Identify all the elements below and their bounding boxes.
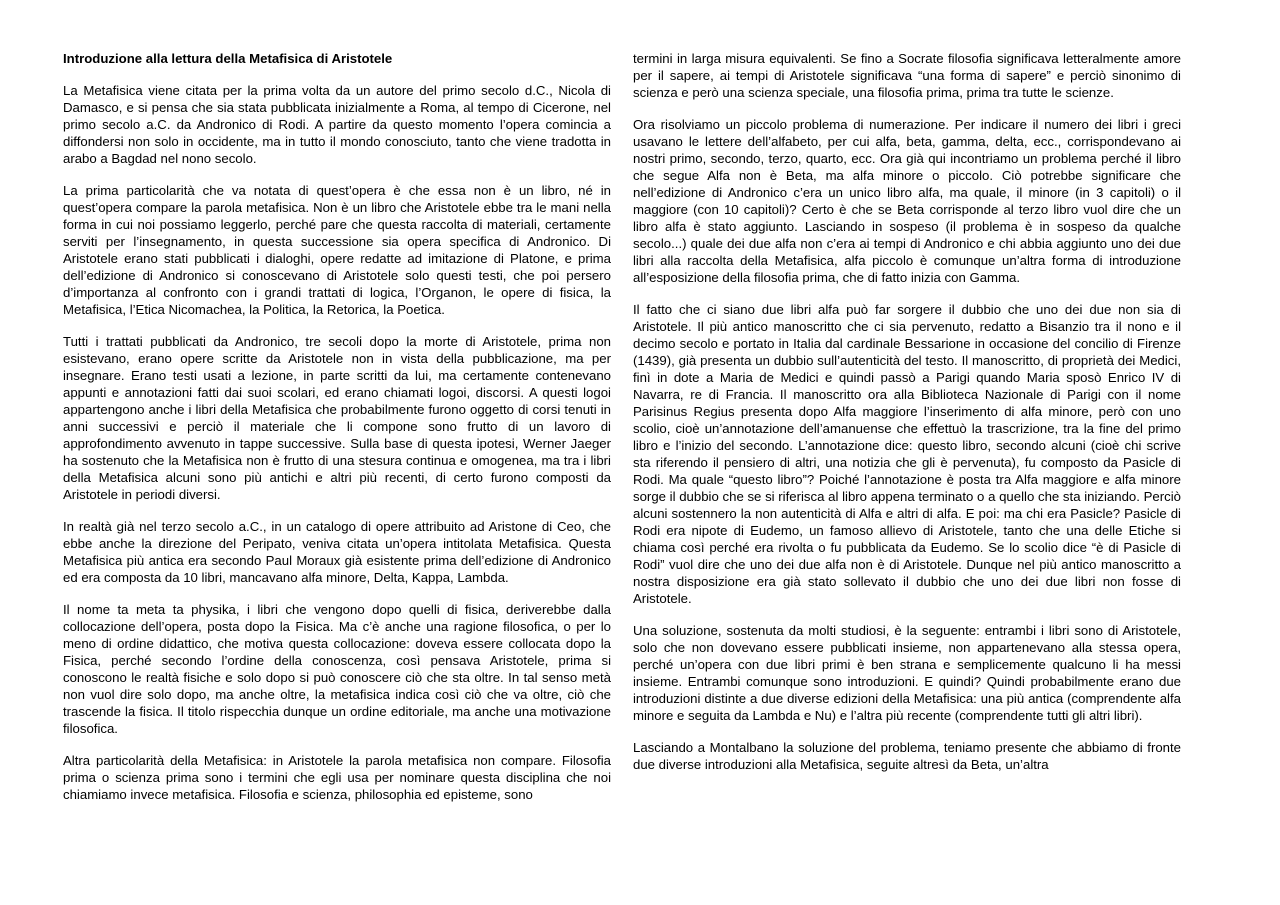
- paragraph: Lasciando a Montalbano la soluzione del problema, teniamo presente che abbiamo di fronte due diverse introduzioni alla Metafisica, seguite altresì da Beta, un’altra: [633, 740, 1181, 772]
- left-column: [63, 50, 611, 818]
- paragraph: La prima particolarità che va notata di quest’opera è che essa non è un libro, né in quest’opera compare la parola metafisica. Non è un libro che Aristotele ebbe tra le mani nella forma in cui noi possiamo leggerlo, perché pare che questa raccolta di materiali, certamente serviti per l’insegnamento, in questa successione sia opera specifica di Andronico. Di Aristotele erano stati pubblicati i dialoghi, opere redatte ad imitazione di Platone, e prima dell’edizione di Andronico si conoscevano di Aristotele solo questi testi, che poi persero d’importanza al confronto con i grandi trattati di logica, l’Organon, le opere di fisica, la Metafisica, l’Etica Nicomachea, la Politica, la Retorica, la Poetica.: [63, 183, 611, 317]
- paragraph: Tutti i trattati pubblicati da Andronico, tre secoli dopo la morte di Aristotele, prima non esistevano, erano opere scritte da Aristotele non in vista della pubblicazione, ma per insegnare. Erano testi usati a lezione, in parte scritti da lui, ma certamente contenevano appunti e annotazioni fatti dai suoi scolari, ed erano chiamati logoi, discorsi. A questi logoi appartengono anche i libri della Metafisica che probabilmente furono oggetto di corsi tenuti in anni successivi e perciò il materiale che li compone sono frutto di un lavoro di approfondimento avvenuto in tappe successive. Sulla base di questa ipotesi, Werner Jaeger ha sostenuto che la Metafisica non è frutto di una stesura continua e omogenea, ma tra i libri della Metafisica alcuni sono più antichi e altri più recenti, di certo furono composti da Aristotele in periodi diversi.: [63, 334, 611, 502]
- document-title: Introduzione alla lettura della Metafisica di Aristotele: [63, 51, 393, 66]
- paragraph: Una soluzione, sostenuta da molti studiosi, è la seguente: entrambi i libri sono di Aristotele, solo che non dovevano essere pubblicati insieme, non appartenevano alla stessa opera, perché un’opera con due libri primi è ben strana e semplicemente qualcuno li ha messi insieme. Entrambi comunque sono introduzioni. E quindi? Quindi probabilmente erano due introduzioni distinte a due diverse edizioni della Metafisica: una più antica (comprendente alfa minore e seguita da Lambda e Nu) e l’altra più recente (comprendente tutti gli altri libri).: [633, 623, 1181, 723]
- paragraph: Il nome ta meta ta physika, i libri che vengono dopo quelli di fisica, deriverebbe dalla collocazione dell’opera, posta dopo la Fisica. Ma c’è anche una ragione filosofica, o per lo meno di ordine didattico, che motiva questa collocazione: doveva essere collocata dopo la Fisica, perché secondo l’ordine della conoscenza, così pensava Aristotele, prima si conoscono le realtà fisiche e solo dopo si può conoscere ciò che sta oltre. In tal senso metà non vuol dire solo dopo, ma anche oltre, la metafisica indica così ciò che va oltre, ciò che trascende la fisica. Il titolo rispecchia dunque un ordine editoriale, ma anche una motivazione filosofica.: [63, 602, 611, 736]
- paragraph: La Metafisica viene citata per la prima volta da un autore del primo secolo d.C., Nicola di Damasco, e si pensa che sia stata pubblicata inizialmente a Roma, al tempo di Cicerone, nel primo secolo a.C. da Andronico di Rodi. A partire da questo momento l’opera comincia a diffondersi non solo in occidente, ma in tutto il mondo conosciuto, tanto che viene tradotta in arabo a Bagdad nel nono secolo.: [63, 83, 611, 166]
- paragraph: Il fatto che ci siano due libri alfa può far sorgere il dubbio che uno dei due non sia di Aristotele. Il più antico manoscritto che ci sia pervenuto, redatto a Bisanzio tra il nono e il decimo secolo e portato in Italia dal cardinale Bessarione in occasione del concilio di Firenze (1439), già presenta un dubbio sull’autenticità del testo. Il manoscritto, di proprietà dei Medici, finì in dote a Maria de Medici e quindi passò a Parigi quando Maria sposò Enrico IV di Navarra, re di Francia. Il manoscritto ora alla Biblioteca Nazionale di Parigi con il nome Parisinus Regius presenta dopo Alfa maggiore l’inserimento di alfa minore, però con uno scolio, cioè un’annotazione dell’amanuense che effettuò la trascrizione, tra la fine del primo libro e l’inizio del secondo. L’annotazione dice: questo libro, secondo alcuni (cioè chi scrive sta riferendo il pensiero di altri, una notizia che gli è pervenuta), fu composto da Pasicle di Rodi. Ma quale “questo libro”? Poiché l’annotazione è posta tra Alfa maggiore e alfa minore sorge il dubbio che se si riferisca al libro appena terminato o a quello che sta iniziando. Perciò alcuni sostennero la non autenticità di Alfa e altri di alfa. E poi: ma chi era Pasicle? Pasicle di Rodi era nipote di Eudemo, un famoso allievo di Aristotele, tanto che una delle Etiche si chiama così perché era rivolta o fu pubblicata da Eudemo. Se lo scolio dice “è di Pasicle di Rodi” vuol dire che uno dei due alfa non è di Aristotele. Dunque nel più antico manoscritto a nostra disposizione era già stato sollevato il dubbio che uno dei due libri non fosse di Aristotele.: [633, 302, 1181, 606]
- paragraph: In realtà già nel terzo secolo a.C., in un catalogo di opere attribuito ad Aristone di Ceo, che ebbe anche la direzione del Peripato, veniva citata un’opera intitolata Metafisica. Questa Metafisica più antica era secondo Paul Moraux già esistente prima dell’edizione di Andronico ed era composta da 10 libri, mancavano alfa minore, Delta, Kappa, Lambda.: [63, 519, 611, 585]
- paragraph: Ora risolviamo un piccolo problema di numerazione. Per indicare il numero dei libri i greci usavano le lettere dell’alfabeto, per cui alfa, beta, gamma, delta, ecc., corrispondevano ai nostri primo, secondo, terzo, quarto, ecc. Ora già qui incontriamo un problema perché il libro che segue Alfa non è Beta, ma alfa minore o piccolo. Ciò potrebbe significare che nell’edizione di Andronico c’era un unico libro alfa, ma quale, il minore (in 3 capitoli) o il maggiore (con 10 capitoli)? Certo è che se Beta corrisponde al terzo libro vuol dire che un libro alfa è stato aggiunto. Lasciando in sospeso (il problema è in sospeso da qualche secolo...) quale dei due alfa non c’era ai tempi di Andronico e chi abbia aggiunto uno dei due libri alla raccolta della Metafisica, alfa piccolo è comunque un’altra forma di introduzione all’esposizione della filosofia prima, che di fatto inizia con Gamma.: [633, 117, 1181, 285]
- right-column: [633, 50, 1181, 788]
- paragraph: Altra particolarità della Metafisica: in Aristotele la parola metafisica non compare. Filosofia prima o scienza prima sono i termini che egli usa per nominare questa disciplina che noi chiamiamo invece metafisica. Filosofia e scienza, philosophia ed episteme, sono: [63, 753, 611, 802]
- paragraph: termini in larga misura equivalenti. Se fino a Socrate filosofia significava letteralmente amore per il sapere, ai tempi di Aristotele significava “una forma di sapere” e perciò sinonimo di scienza e però una scienza speciale, una filosofia prima, prima tra tutte le scienze.: [633, 51, 1181, 100]
